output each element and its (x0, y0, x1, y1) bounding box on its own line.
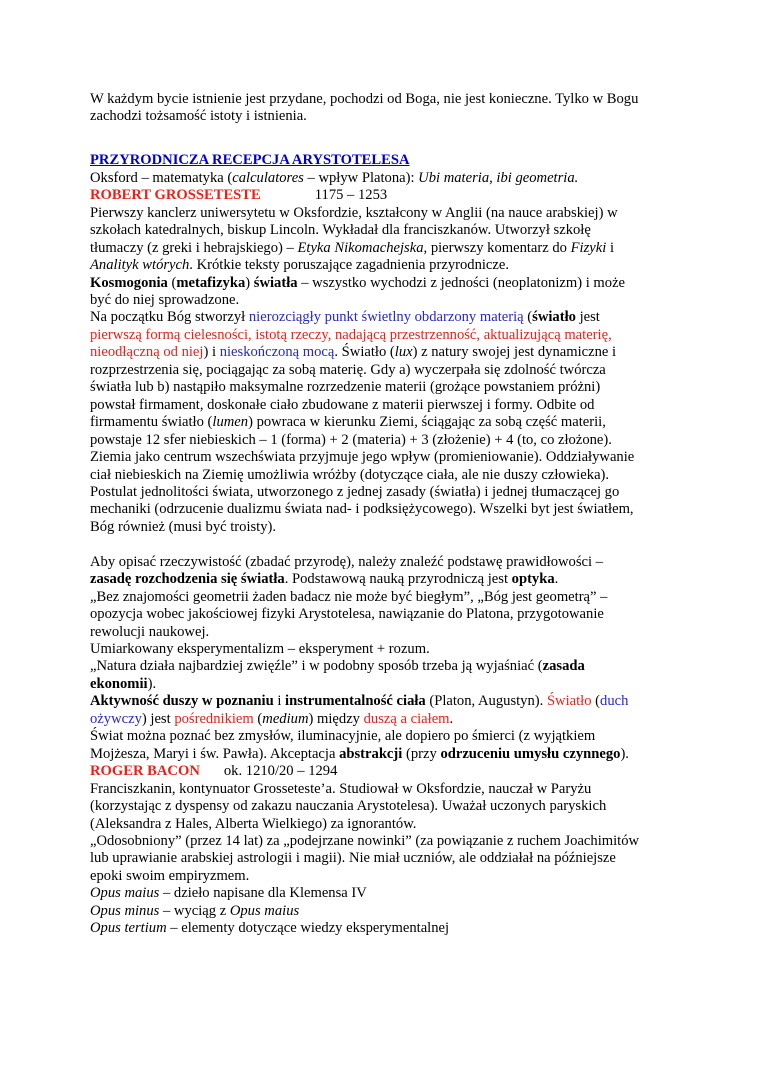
text-run: „Natura działa najbardziej zwięźle” i w podobny sposób trzeba ją wyjaśniać ( (90, 658, 543, 675)
section-title-link[interactable]: PRZYRODNICZA RECEPCJA ARYSTOTELESA (90, 152, 410, 169)
bold-term: metafizyka (176, 274, 246, 291)
text-line (90, 693, 690, 710)
italic-title: Analityk wtórych (90, 257, 190, 274)
section-heading (90, 152, 690, 169)
red-phrase: pośrednikiem (174, 710, 254, 727)
work-item (90, 903, 690, 920)
text-run: Świat można poznać bez zmysłów, iluminacyjnie, ale dopiero po śmierci (z wyjątkiem (90, 728, 596, 745)
blue-phrase: nieskończoną mocą (219, 344, 335, 361)
work-desc: – elementy dotyczące wiedzy eksperymentalnej (166, 920, 450, 937)
text-run: (Aleksandra z Hales, Alberta Wielkiego) za ignorantów. (90, 815, 417, 832)
text-line (90, 711, 690, 728)
text-line (90, 781, 690, 798)
text-run: szkołach katedralnych, biskup Lincoln. Wykładał dla franciszkanów. Utworzył szkołę (90, 222, 591, 239)
text-run: Bóg również (musi być troisty). (90, 518, 277, 535)
text-run: ) jest (141, 710, 175, 727)
work-title: Opus minus (90, 902, 160, 919)
text-line (90, 728, 690, 745)
work-desc: – dzieło napisane dla Klemensa IV (159, 885, 367, 902)
text-run: Postulat jednolitości świata, utworzonego z jednej zasady (światła) i jednej tłumaczącej go (90, 483, 620, 500)
text-run: ( (167, 274, 177, 291)
text-run: ciał niebieskich na Ziemię umożliwia wróżby (dotyczące ciała, ale nie duszy człowieka). (90, 466, 610, 483)
text-run: światła lub b) nastąpiło maksymalne rozrzedzenie materii (grożące powstaniem próżni) (90, 379, 601, 396)
spacer (90, 536, 690, 553)
blue-phrase: duch (600, 693, 629, 710)
text-run: ). (620, 745, 629, 762)
text-run: być do niej sprowadzone. (90, 291, 240, 308)
bold-term: światła (253, 274, 298, 291)
text-line (90, 746, 690, 763)
text-line (90, 379, 690, 396)
work-item (90, 885, 690, 902)
text-run: i (606, 239, 614, 256)
blue-phrase: nierozciągły punkt świetlny obdarzony materią (248, 309, 524, 326)
text-run: rewolucji naukowej. (90, 623, 210, 640)
spacer (90, 143, 690, 152)
blue-phrase: ożywczy (90, 710, 142, 727)
italic-term: calculatores (232, 169, 304, 186)
author-name: ROGER BACON (90, 763, 200, 780)
text-line (90, 641, 690, 658)
text-line (90, 257, 690, 274)
text-run: Franciszkanin, kontynuator Grosseteste’a. Studiował w Oksfordzie, nauczał w Paryżu (90, 780, 592, 797)
text-run: Mojżesza, Maryi i św. Pawła). Akceptacja (90, 745, 340, 762)
author-dates: ok. 1210/20 – 1294 (223, 763, 338, 780)
work-desc: – wyciąg z (159, 902, 230, 919)
text-line (90, 344, 690, 361)
text-line (90, 624, 690, 641)
text-run: , pierwszy komentarz do (423, 239, 571, 256)
text-line (90, 275, 690, 292)
text-run: i (273, 693, 286, 710)
oxford-line (90, 170, 690, 187)
work-ref: Opus maius (229, 902, 300, 919)
author-dates: 1175 – 1253 (314, 187, 388, 204)
text-run: epoki swoim empiryzmem. (90, 867, 250, 884)
work-title: Opus tertium (90, 920, 167, 937)
text-run: Ziemia jako centrum wszechświata przyjmuje jego wpływ (promieniowanie). Oddziaływanie (90, 449, 635, 466)
text-run: ( (523, 309, 533, 326)
text-line (90, 606, 690, 623)
bacon-heading (90, 763, 690, 780)
intro-line (90, 91, 690, 108)
bold-term: ekonomii (90, 675, 148, 692)
text-run: . (449, 710, 454, 727)
italic-term: medium (262, 710, 309, 727)
text-line (90, 467, 690, 484)
text-run: ) i (203, 344, 220, 361)
text-line (90, 554, 690, 571)
text-run: (Platon, Augustyn). (425, 693, 547, 710)
text-line (90, 240, 690, 257)
text-run: „Odosobniony” (przez 14 lat) za „podejrzane nowinki” (za powiązanie z ruchem Joachimitów (90, 833, 640, 849)
bold-term: Kosmogonia (90, 274, 168, 291)
text-line (90, 589, 690, 606)
text-run: Pierwszy kanclerz uniwersytetu w Oksfordzie, kształcony w Anglii (na nauce arabskiej) w (90, 204, 618, 221)
text-run: tłumaczy (z greki i hebrajskiego) – (90, 239, 298, 256)
text-run: W każdym bycie istnienie jest przydane, pochodzi od Boga, nie jest konieczne. Tylko w Bogu (90, 91, 639, 107)
text-line (90, 205, 690, 222)
text-run: ). (147, 675, 157, 692)
red-phrase: pierwszą formą cielesności, istotą rzeczy, nadającą przestrzenność, aktualizującą materię, (90, 326, 612, 343)
text-run: ) powraca w kierunku Ziemi, ściągając za sobą część materii, (248, 414, 606, 431)
bold-term: zasada (542, 658, 585, 675)
italic-title: Etyka Nikomachejska (297, 239, 424, 256)
text-run: Aby opisać rzeczywistość (zbadać przyrodę), należy znaleźć podstawę prawidłowości – (90, 553, 603, 570)
red-phrase: nieodłączną od niej (90, 344, 204, 361)
text-line (90, 449, 690, 466)
text-line (90, 816, 690, 833)
text-line (90, 414, 690, 431)
text-line (90, 222, 690, 239)
text-run: . Podstawową nauką przyrodniczą jest (284, 571, 512, 588)
text-run: – wszystko wychodzi z jedności (neoplatonizm) i może (297, 274, 626, 291)
red-phrase: duszą a ciałem (363, 710, 450, 727)
text-run: opozycja wobec jakościowej fizyki Arystotelesa, nawiązanie do Platona, przygotowanie (90, 606, 604, 623)
text-run: firmamentu światło ( (90, 414, 213, 431)
bold-term: abstrakcji (339, 745, 403, 762)
text-run: ( (591, 693, 601, 710)
text-run: (przy (402, 745, 441, 762)
text-line (90, 484, 690, 501)
text-run: lub uprawianie arabskiej astrologii i magii). Nie miał uczniów, ale oddziałał na późniejsze (90, 850, 616, 867)
red-phrase: Światło (546, 693, 592, 710)
text-line (90, 362, 690, 379)
text-run: ( (253, 710, 263, 727)
text-run: ) z natury swojej jest dynamiczne i (412, 344, 617, 361)
text-run: rozprzestrzenia się, pociągając za sobą materię. Gdy a) wyczerpała się zdolność twórcza (90, 361, 606, 378)
work-title: Opus maius (90, 885, 160, 902)
text-run: . (554, 571, 559, 588)
text-run: mechaniki (odrzucenie dualizmu świata nad- i podksiężycowego). Wszelki byt jest światłem, (90, 501, 634, 518)
text-line (90, 432, 690, 449)
text-run: Oksford – matematyka ( (90, 169, 233, 186)
text-run: „Bez znajomości geometrii żaden badacz nie może być biegłym”, „Bóg jest geometrą” – (90, 588, 608, 605)
text-line (90, 309, 690, 326)
text-line (90, 676, 690, 693)
document-body (90, 91, 690, 938)
text-line (90, 658, 690, 675)
grosseteste-heading (90, 187, 690, 204)
text-line (90, 798, 690, 815)
text-run: (korzystając z dyspensy od zakazu nauczania Arystotelesa). Uważał uczonych paryskich (90, 798, 607, 815)
bold-term: Aktywność duszy w poznaniu (90, 693, 274, 710)
bold-term: instrumentalność ciała (285, 693, 426, 710)
text-run: jest (575, 309, 600, 326)
text-line (90, 397, 690, 414)
text-run: – wpływ Platona): (303, 169, 419, 186)
text-run: ) między (308, 710, 364, 727)
text-line (90, 292, 690, 309)
text-run: Na początku Bóg stworzył (90, 309, 249, 326)
spacer (90, 126, 690, 143)
italic-quote: Ubi materia, ibi geometria. (418, 169, 579, 186)
text-run: . Krótkie teksty poruszające zagadnienia przyrodnicze. (189, 257, 509, 274)
text-run: . Światło ( (334, 344, 395, 361)
text-run: ) (245, 274, 254, 291)
italic-term: lumen (212, 414, 249, 431)
bold-term: optyka (511, 571, 555, 588)
text-line (90, 327, 690, 344)
italic-title: Fizyki (570, 239, 607, 256)
bold-term: światło (532, 309, 576, 326)
intro-line (90, 108, 690, 125)
text-run: powstał firmament, doskonałe ciało zbudowane z materii pierwszej i formy. Odbite od (90, 396, 595, 413)
text-line (90, 850, 690, 867)
text-run: zachodzi tożsamość istoty i istnienia. (90, 108, 307, 125)
text-line (90, 833, 690, 850)
text-run: Umiarkowany eksperymentalizm – eksperyment + rozum. (90, 641, 430, 658)
author-name: ROBERT GROSSETESTE (90, 187, 261, 204)
text-run: powstaje 12 sfer niebieskich – 1 (forma) + 2 (materia) + 3 (złożenie) + 4 (to, co złożone). (90, 431, 612, 448)
text-line (90, 571, 690, 588)
work-item (90, 920, 690, 937)
italic-term: lux (394, 344, 413, 361)
text-line (90, 868, 690, 885)
text-line (90, 519, 690, 536)
bold-term: odrzuceniu umysłu czynnego (440, 745, 621, 762)
bold-term: zasadę rozchodzenia się światła (90, 571, 285, 588)
text-line (90, 501, 690, 518)
